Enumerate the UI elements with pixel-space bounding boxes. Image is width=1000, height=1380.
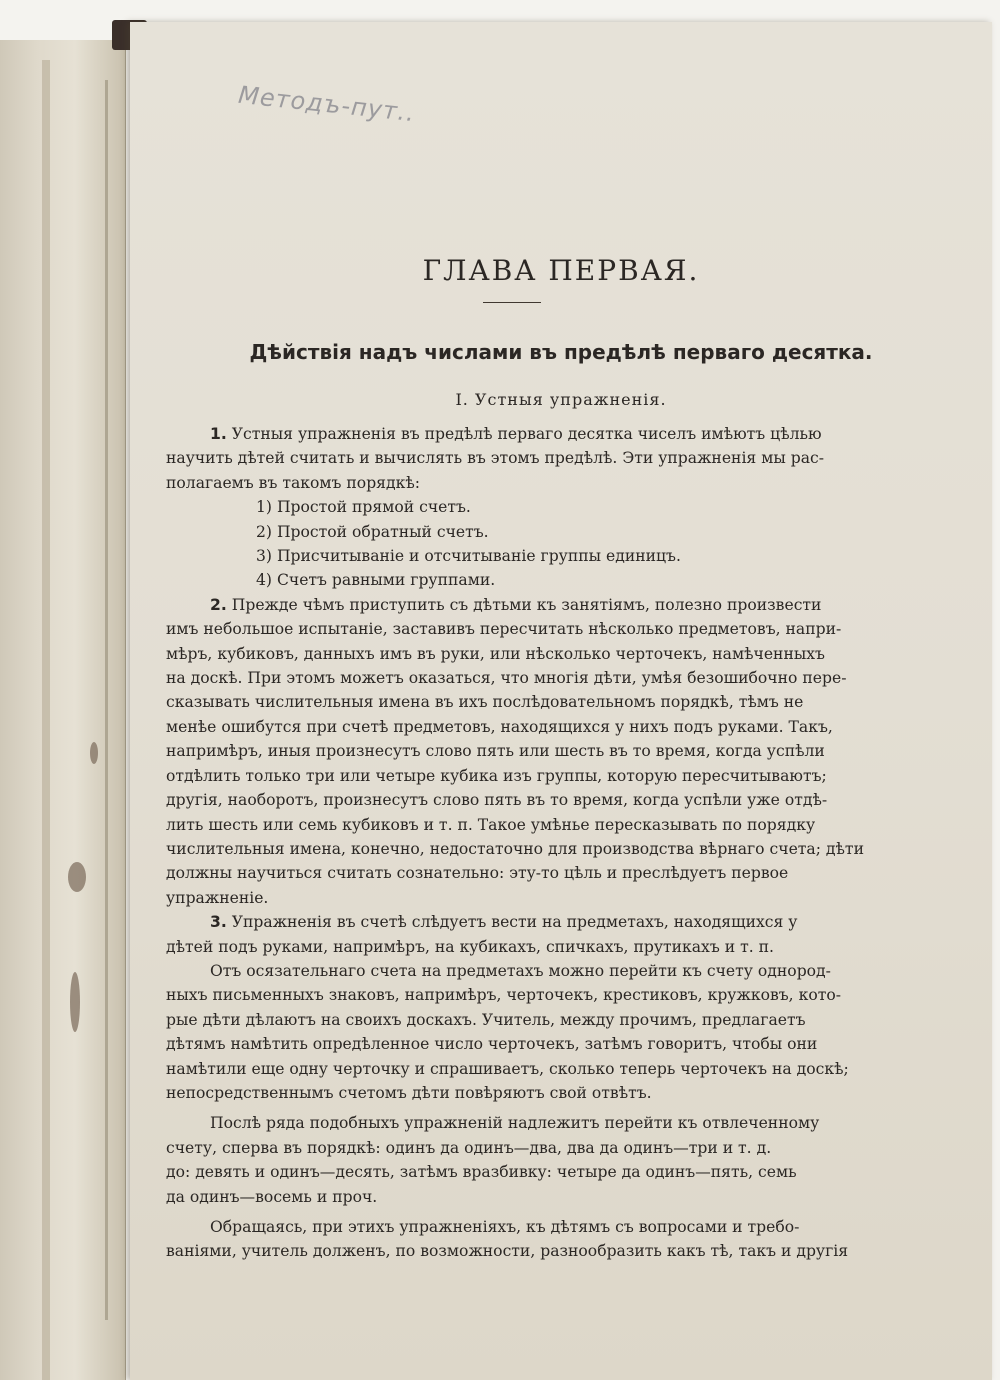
text-line (166, 666, 906, 690)
line-text: да одинъ—восемь и проч. (166, 1187, 378, 1206)
paragraph (166, 1111, 906, 1209)
line-text: непосредственнымъ счетомъ дѣти повѣряютъ свой отвѣтъ. (166, 1083, 652, 1102)
list-item: 2) Простой обратный счетъ. (256, 522, 489, 541)
list-item: 1) Простой прямой счетъ. (256, 498, 471, 517)
line-text: менѣе ошибутся при счетѣ предметовъ, находящихся у нихъ подъ руками. Такъ, (166, 717, 833, 736)
chapter-title: ГЛАВА ПЕРВАЯ. (422, 254, 700, 287)
line-text: Отъ осязательнаго счета на предметахъ можно перейти къ счету однород- (210, 961, 831, 980)
paragraph (166, 1215, 906, 1264)
text-line (166, 617, 906, 641)
text-line (166, 471, 906, 495)
line-text: мѣръ, кубиковъ, данныхъ имъ въ руки, или нѣсколько черточекъ, намѣченныхъ (166, 644, 825, 663)
text-line (166, 788, 906, 812)
text-line (166, 422, 906, 446)
pencil-annotation: Методъ-пут.. (237, 80, 417, 128)
book-page (130, 22, 992, 1380)
line-text: напримѣръ, иныя произнесутъ слово пять или шесть въ то время, когда успѣли (166, 742, 825, 761)
paragraph-number: 2. (210, 595, 227, 614)
text-line (166, 1057, 906, 1081)
line-text: Упражненія въ счетѣ слѣдуетъ вести на предметахъ, находящихся у (231, 913, 798, 932)
line-text: числительныя имена, конечно, недостаточно для производства вѣрнаго счета; дѣти (166, 839, 864, 858)
binding-mark (68, 862, 86, 892)
body-text (166, 422, 906, 1264)
text-line (166, 446, 906, 470)
text-line (166, 1081, 906, 1105)
line-text: сказывать числительныя имена въ ихъ послѣдовательномъ порядкѣ, тѣмъ не (166, 693, 804, 712)
line-text: Прежде чѣмъ приступить съ дѣтьми къ занятіямъ, полезно произвести (231, 595, 822, 614)
text-line (166, 715, 906, 739)
text-line (166, 935, 906, 959)
text-line (166, 813, 906, 837)
paragraph-number: 3. (210, 913, 227, 932)
paragraph (166, 910, 906, 959)
page-edge-line (105, 80, 108, 1320)
list-item: 4) Счетъ равными группами. (256, 571, 496, 590)
line-text: имъ небольшое испытаніе, заставивъ пересчитать нѣсколько предметовъ, напри- (166, 620, 842, 639)
line-text: на доскѣ. При этомъ можетъ оказаться, что многія дѣти, умѣя безошибочно пере- (166, 669, 847, 688)
title-divider (483, 302, 541, 303)
enumerated-list (166, 495, 906, 593)
line-text: полагаемъ въ такомъ порядкѣ: (166, 473, 421, 492)
line-text: упражненіе. (166, 888, 269, 907)
text-line (166, 1239, 906, 1263)
text-line (166, 959, 906, 983)
text-line (166, 1032, 906, 1056)
line-text: должны научиться считать сознательно: эту-то цѣль и преслѣдуетъ первое (166, 864, 789, 883)
list-item: 3) Присчитываніе и отсчитываніе группы единицъ. (256, 547, 681, 566)
text-line (166, 739, 906, 763)
text-line (166, 886, 906, 910)
paragraph (166, 593, 906, 910)
line-text: Послѣ ряда подобныхъ упражненій надлежитъ перейти къ отвлеченному (210, 1114, 820, 1133)
section-title: Дѣйствія надъ числами въ предѣлѣ перваго десятка. (249, 340, 873, 364)
text-line (166, 1160, 906, 1184)
line-text: Обращаясь, при этихъ упражненіяхъ, къ дѣтямъ съ вопросами и требо- (210, 1218, 800, 1236)
text-line (166, 593, 906, 617)
text-line (166, 1185, 906, 1209)
text-line (166, 1215, 906, 1239)
line-text: счету, сперва въ порядкѣ: одинъ да одинъ—два, два да одинъ—три и т. д. (166, 1138, 772, 1157)
subsection-title: I. Устныя упражненія. (455, 390, 667, 409)
text-line (166, 690, 906, 714)
line-text: до: девять и одинъ—десять, затѣмъ вразбивку: четыре да одинъ—пять, семь (166, 1163, 797, 1182)
text-line (166, 983, 906, 1007)
line-text: научить дѣтей считать и вычислять въ этомъ предѣлѣ. Эти упражненія мы рас- (166, 449, 824, 468)
line-text: дѣтямъ намѣтить опредѣленное число черточекъ, затѣмъ говоритъ, чтобы они (166, 1035, 818, 1054)
text-line (166, 910, 906, 934)
paragraph (166, 422, 906, 495)
line-text: лить шесть или семь кубиковъ и т. п. Такое умѣнье пересказывать по порядку (166, 815, 816, 834)
text-line (166, 837, 906, 861)
binding-mark (90, 742, 98, 764)
text-line (166, 1111, 906, 1135)
line-text: отдѣлить только три или четыре кубика изъ группы, которую пересчитываютъ; (166, 766, 827, 785)
text-line (166, 764, 906, 788)
line-text: ныхъ письменныхъ знаковъ, напримѣръ, черточекъ, крестиковъ, кружковъ, кото- (166, 986, 841, 1005)
line-text: дѣтей подъ руками, напримѣръ, на кубикахъ, спичкахъ, прутикахъ и т. п. (166, 937, 774, 956)
line-text: намѣтили еще одну черточку и спрашиваетъ, сколько теперь черточекъ на доскѣ; (166, 1059, 849, 1078)
line-text: другія, наоборотъ, произнесутъ слово пять въ то время, когда успѣли уже отдѣ- (166, 791, 828, 810)
paragraph-number: 1. (210, 425, 227, 443)
text-line (166, 861, 906, 885)
binding-gutter (42, 60, 50, 1380)
line-text: Устныя упражненія въ предѣлѣ перваго десятка чиселъ имѣютъ цѣлью (231, 425, 822, 443)
line-text: рые дѣти дѣлаютъ на своихъ доскахъ. Учитель, между прочимъ, предлагаетъ (166, 1010, 806, 1029)
binding-mark (70, 972, 80, 1032)
line-text: ваніями, учитель долженъ, по возможности, разнообразить какъ тѣ, такъ и другія (166, 1242, 849, 1261)
text-line (166, 642, 906, 666)
paragraph (166, 959, 906, 1105)
left-page-edge (0, 40, 126, 1380)
text-line (166, 1136, 906, 1160)
text-line (166, 1008, 906, 1032)
